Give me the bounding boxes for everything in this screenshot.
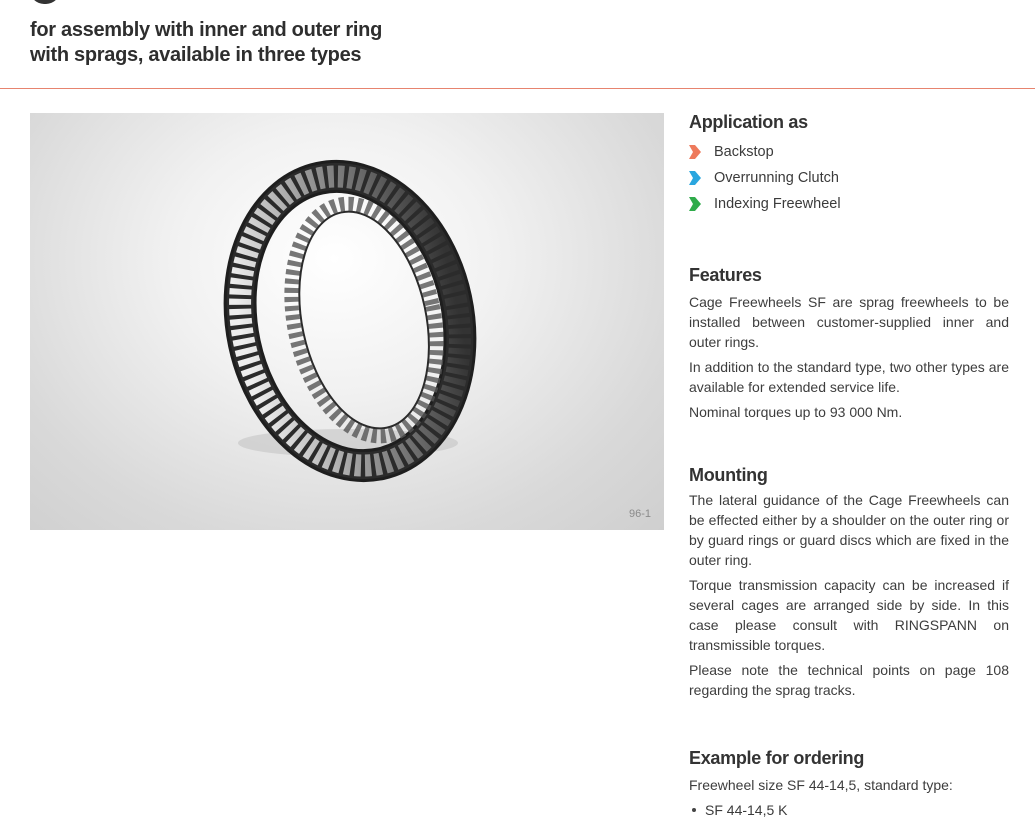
arrow-right-icon [689, 145, 714, 159]
mounting-paragraph-2: Torque transmission capacity can be increased if several cages are arranged side by side. In this case please consult with RINGSPANN on transmissible torques. [689, 577, 1009, 653]
mounting-paragraph-1: The lateral guidance of the Cage Freewheels can be effected either by a shoulder on the outer ring or by guard rings or guard discs which are fixed in the outer ring. [689, 492, 1009, 568]
cage-freewheel-ring-image [30, 113, 664, 530]
ordering-section [689, 746, 1009, 820]
bullet-icon [692, 808, 696, 812]
application-item-overrunning-clutch [689, 165, 1009, 191]
ordering-text: Freewheel size SF 44-14,5, standard type: [689, 777, 953, 793]
features-paragraph-1: Cage Freewheels SF are sprag freewheels to be installed between customer-supplied inner and outer rings. [689, 294, 1009, 350]
mounting-heading: Mounting [689, 465, 768, 485]
subtitle-line-2: with sprags, available in three types [30, 44, 362, 66]
arrow-right-icon [689, 197, 714, 211]
product-photo [30, 113, 664, 530]
subtitle-line-1: for assembly with inner and outer ring [30, 19, 382, 41]
mounting-section [689, 463, 1009, 700]
application-section [689, 110, 1009, 217]
application-item-indexing-freewheel [689, 191, 1009, 217]
features-paragraph-3: Nominal torques up to 93 000 Nm. [689, 404, 903, 420]
application-list [689, 139, 1009, 217]
application-item-backstop [689, 139, 1009, 165]
application-heading: Application as [689, 112, 808, 132]
features-paragraph-2: In addition to the standard type, two other types are available for extended service life. [689, 359, 1009, 395]
arrow-right-icon [689, 171, 714, 185]
features-section [689, 263, 1009, 422]
application-item-label: Indexing Freewheel [714, 196, 841, 212]
application-item-label: Backstop [714, 144, 774, 160]
header-divider [0, 88, 1035, 89]
features-heading: Features [689, 265, 762, 285]
ordering-heading: Example for ordering [689, 748, 865, 768]
ordering-bullet-label: SF 44-14,5 K [705, 802, 788, 818]
ordering-bullet-item [689, 800, 1009, 820]
application-item-label: Overrunning Clutch [714, 170, 839, 186]
page-subtitle [30, 18, 630, 68]
mounting-paragraph-3: Please note the technical points on page 108 regarding the sprag tracks. [689, 662, 1009, 698]
title-fragment [30, 0, 60, 4]
image-code: 96-1 [628, 508, 651, 520]
